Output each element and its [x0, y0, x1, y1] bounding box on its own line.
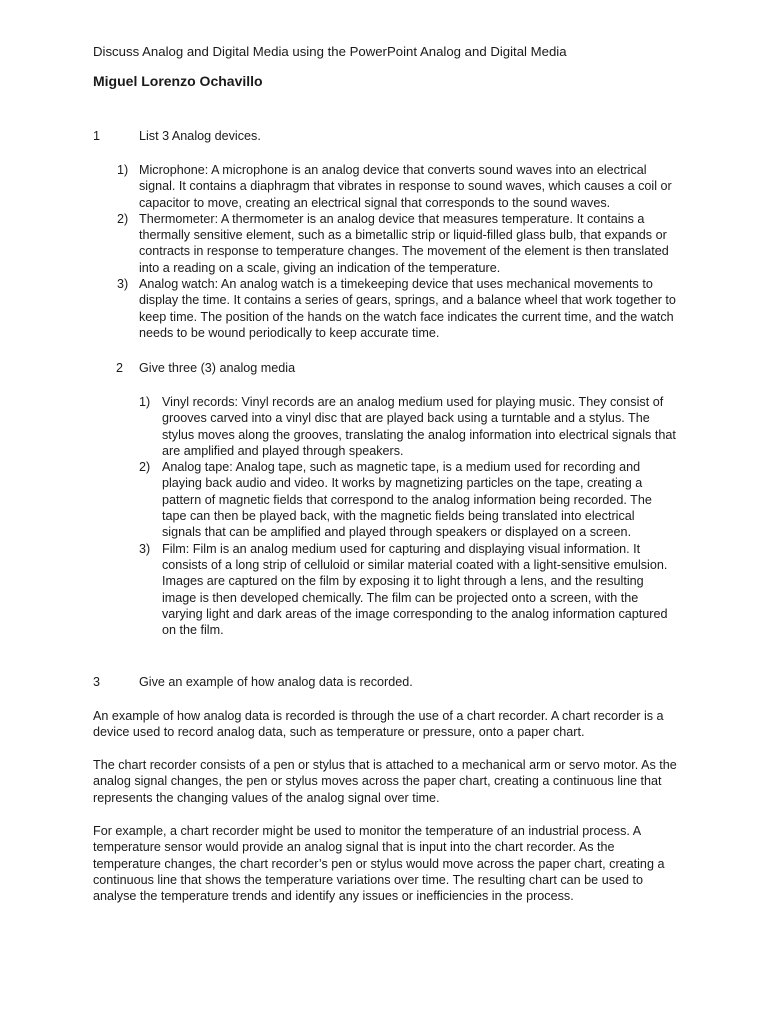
- question-2-prompt: Give three (3) analog media: [139, 361, 296, 375]
- list-item-marker: 3): [139, 541, 151, 556]
- list-item: [117, 162, 679, 211]
- list-item: [117, 276, 679, 341]
- answer-paragraph: An example of how analog data is recorded is through the use of a chart recorder. A chart recorder is a device used to record analog data, such as temperature or pressure, onto a paper chart.: [93, 709, 664, 740]
- answer-paragraph: The chart recorder consists of a pen or stylus that is attached to a mechanical arm or servo motor. As the analog signal changes, the pen or stylus moves across the paper chart, creating a continuous line that represents the changing values of the analog signal over time.: [93, 758, 677, 805]
- list-item-text: Analog watch: An analog watch is a timekeeping device that uses mechanical movements to display the time. It contains a series of gears, springs, and a balance wheel that work together to keep time. The position of the hands on the watch face indicates the current time, and the watch needs to be wound periodically to keep accurate time.: [139, 277, 676, 340]
- list-item: [117, 211, 679, 276]
- list-item-text: Analog tape: Analog tape, such as magnetic tape, is a medium used for recording and playing back audio and video. It works by magnetizing particles on the tape, creating a pattern of magnetic fields that correspond to the analog information being recorded. The tape can then be played back, with the magnetic fields being translated into electrical signals that can be amplified and played through speakers or displayed on a screen.: [162, 460, 652, 540]
- list-item-text: Film: Film is an analog medium used for capturing and displaying visual information. It consists of a long strip of celluloid or similar material coated with a light-sensitive emulsion. Images are captured on the film by exposing it to light through a lens, and the resulting image is then developed chemically. The film can be projected onto a screen, with the varying light and dark areas of the image corresponding to the analog information captured on the film.: [162, 541, 668, 638]
- list-item-marker: 2): [139, 460, 151, 475]
- list-item-text: Thermometer: A thermometer is an analog device that measures temperature. It contains a thermally sensitive element, such as a bimetallic strip or liquid-filled glass bulb, that expands or contracts in response to temperature changes. The movement of the element is then translated into a reading on a scale, giving an indication of the temperature.: [139, 211, 669, 275]
- document-title: Discuss Analog and Digital Media using the PowerPoint Analog and Digital Media: [93, 44, 567, 59]
- question-2-number: 2: [116, 361, 124, 375]
- analog-media-list: [139, 394, 677, 638]
- list-item-marker: 1): [117, 163, 129, 177]
- list-item-marker: 1): [139, 395, 151, 409]
- question-1-prompt: List 3 Analog devices.: [139, 129, 261, 143]
- answer-paragraph: For example, a chart recorder might be used to monitor the temperature of an industrial process. A temperature sensor would provide an analog signal that is input into the chart recorder. As the temperature changes, the chart recorder’s pen or stylus would move across the paper chart, creating a continuous line that shows the temperature variations over time. The resulting chart can be used to analyse the temperature trends and identify any issues or inefficiencies in the process.: [93, 824, 665, 904]
- list-item-text: Microphone: A microphone is an analog device that converts sound waves into an electrical signal. It contains a diaphragm that vibrates in response to sound waves, which causes a coil or capacitor to move, creating an electrical signal that corresponds to the sound waves.: [139, 163, 672, 210]
- list-item: [139, 459, 677, 540]
- list-item-marker: 2): [117, 211, 129, 226]
- question-3-prompt: Give an example of how analog data is recorded.: [139, 675, 413, 689]
- question-1-number: 1: [93, 129, 101, 143]
- list-item: [139, 394, 677, 459]
- list-item: [139, 541, 677, 639]
- list-item-marker: 3): [117, 277, 129, 292]
- question-3-number: 3: [93, 675, 101, 689]
- author-name: Miguel Lorenzo Ochavillo: [93, 73, 263, 89]
- analog-devices-list: [117, 162, 679, 341]
- list-item-text: Vinyl records: Vinyl records are an analog medium used for playing music. They consist of grooves carved into a vinyl disc that are played back using a turntable and a stylus. The stylus moves along the grooves, translating the analog information into electrical signals that are amplified and played through speakers.: [162, 395, 676, 458]
